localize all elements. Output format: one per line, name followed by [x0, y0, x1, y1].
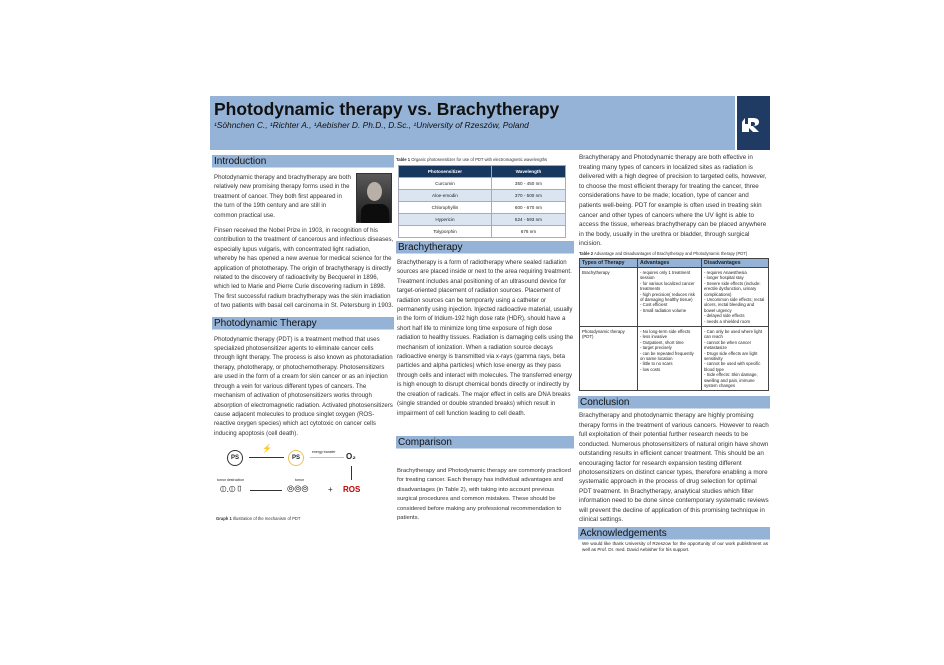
cell: Tolyporphin	[399, 226, 492, 238]
intro-paragraph-2: Finsen received the Nobel Prize in 1903, in recognition of his contribution to the treatment of cancerous and infectious diseases, especially lupus vulgaris, with concentrated light radiation, whereby he has opened a new avenue for medical science for the application of phototherapy. The origin of brachytherapy is directly related to the discovery of radioactivity by Becquerel in 1896, which led to Marie and Pierre Curie discovering radium in 1898. The first successful radium brachytherapy was the skin irradiation of two patients with basal cell carcinoma in St. Petersburg in 1903.	[214, 227, 394, 310]
column-right	[578, 153, 770, 553]
cell: Photodynamic therapy (PDT)	[580, 327, 638, 391]
arrow-icon	[249, 457, 284, 458]
ps-excited-node: PS	[288, 450, 304, 466]
list-item: - requires Anaesthesia	[704, 270, 766, 275]
cell: Brachytherapy	[580, 267, 638, 326]
brachy-text: Brachytherapy is a form of radiotherapy where sealed radiation sources are placed inside or next to the area requiring treatment. Treatment includes anal positioning of an ultrasound device for target-oriented placement of radiation sources. Placement of radiation sources can be temporarly using a catheter or permanently using injection. Injected radioactive material, usually in the form of Iridium-192 high dose rate (HDR), should have a short half life to minimize long time exposure of high dose radiation to healthy tissues. Radiation is damaging cells using the mechanism of ionization. When a radiation source decays radioactive energy is transmitted via x-rays (gamma rays, beta particles and alpha particles) which lose energy as they pass through cells and interact with molecules. The transferred energy is high enough to disrupt chemical bonds directly or indirectly by the creation of radicals. The major effect in cells are DNA breaks (single stranded or double stranded breaks) which result in impairment of cell function leading to cell death.	[397, 259, 574, 417]
pdt-mechanism-diagram	[212, 444, 392, 516]
table-row	[399, 202, 566, 214]
acknowledgements-text: We would like thank University of Rzeszow for the opportunity of our work publishment as well as Prof. Dr. med. David Aebisher for his support.	[582, 541, 768, 553]
column-header: Wavelength	[491, 166, 565, 178]
cell: 676 nm	[491, 226, 565, 238]
table-row	[580, 267, 769, 326]
finsen-photo	[356, 173, 392, 223]
ros-label: ROS	[343, 485, 361, 495]
column-middle	[396, 157, 574, 523]
table2-caption: Table 2 Advantage and Disadvantages of Brachytherapy and Photodynamic therapy (PDT)	[579, 250, 748, 256]
cell	[702, 327, 769, 391]
table-row	[399, 214, 566, 226]
graph-caption: Graph 1 Illustration of the mechanism of PDT	[216, 516, 301, 522]
list-item: - high precision( reduces risk of damaging healthy tissue)	[640, 292, 699, 303]
list-item: - Uncommon side effects; rectal ulcers, rectal bleeding and bowel urgency	[704, 297, 766, 313]
section-heading-brachytherapy: Brachytherapy	[396, 241, 574, 254]
table-row	[399, 190, 566, 202]
column-header: Disadvantages	[702, 258, 769, 267]
table-row	[399, 226, 566, 238]
cell: Aloe-emodin	[399, 190, 492, 202]
cell	[702, 267, 769, 326]
cell	[638, 327, 702, 391]
section-heading-introduction: Introduction	[212, 155, 394, 168]
oxygen-label: O₂	[346, 452, 356, 462]
list-item: - Small radiation volume	[640, 308, 699, 313]
list-item: - cannot be when cancer metastasize	[704, 340, 766, 351]
tumor-destruction-label: tumor destruction	[217, 478, 245, 483]
list-item: - can be repeated frequently on same location	[640, 351, 699, 362]
ps-ground-node: PS	[227, 450, 243, 466]
cell: Hypericin	[399, 214, 492, 226]
list-item: - Outpatient, short time	[640, 340, 699, 345]
list-item: - needs a shielded room	[704, 319, 766, 324]
section-heading-conclusion: Conclusion	[578, 396, 770, 409]
list-item: - longer hospital stay	[704, 275, 766, 280]
table-row	[580, 327, 769, 391]
list-item: - No long-term side effects	[640, 329, 699, 334]
intro-block	[212, 173, 394, 311]
plus-sign: +	[328, 485, 333, 495]
cell: 600 - 670 nm	[491, 202, 565, 214]
arrow-icon	[250, 490, 282, 491]
list-item: - little to no scars	[640, 361, 699, 366]
list-item: - low costs	[640, 367, 699, 372]
table1-caption: Table 1 Organic photosensitizer for use of PDT with electromagnetic wavelengths	[396, 157, 548, 162]
column-header: Advantages	[638, 258, 702, 267]
table-photosensitizers	[398, 165, 566, 238]
list-item: - target precisely	[640, 345, 699, 350]
authors: ¹Söhnchen C., ¹Richter A., ¹Aebisher D. Ph.D., D.Sc., ¹University of Rzeszów, Poland	[214, 120, 529, 130]
tumor-cells-icon: ⦾⦾⦾	[287, 484, 309, 495]
list-item: - Cost efficient	[640, 302, 699, 307]
section-heading-comparison: Comparison	[396, 436, 574, 449]
cell: 370 - 500 nm	[491, 190, 565, 202]
list-item: - Can only be used where light can reach	[704, 329, 766, 340]
tumor-label: tumor	[295, 478, 304, 483]
cell: 524 - 593 nm	[491, 214, 565, 226]
right-intro-text: Brachytherapy and Photodynamic therapy are both effective in treating many types of cancers in localized sites as radiation is delivered with a high degree of precision to targeted cells, however, to choose the most efficient therapy for treating the cancer, three considerations have to be made; location, type of cancer and patients well-being. PDT for example is often used in treating skin cancer and other types of cancers where the UV light is able to access the tissue, whereas brachytherapy can be placed anywhere in the body, usually in the urethra or bladder, through surgical incision.	[579, 154, 767, 248]
arrow-icon	[351, 466, 352, 480]
list-item: - less invasive	[640, 334, 699, 339]
conclusion-text: Brachytherapy and photodynamic therapy are highly promising therapy forms in the treatment of various cancers. However to reach full exploitation of their potential further research needs to be conducted. Numerous photosensitizers of natural origin have shown outstanding results in efficient cancer treatment. This should be an encouraging factor for research expansion testing different photosensitizers on distinct cancer types, therefore enabling a more systematic approach in the process of drug selection for optimal PDT treatment. In Brachytherapy, analytical studies which filter information need to be done since contemporary systematic reviews will prevent the decline of application of this promising technique in clinical settings.	[579, 412, 769, 523]
table-row	[399, 178, 566, 190]
poster-title: Photodynamic therapy vs. Brachytherapy	[214, 99, 560, 119]
pdt-text: Photodynamic therapy (PDT) is a treatment method that uses specialized photosensitizer agents to eliminate cancer cells through light therapy. The process is also known as photoradiation therapy, phototherapy, or photochemotherapy. Photosensitizers are used in the form of a cream for skin cancer or as an injection through a vein for various different types of cancers. The mechanism of activation of photosensitizers works through absorption of electromagnetic radiation. Activated photosensitizers cause adjacent molecules to produce singlet oxygen (ROS-reactive oxygen species) which act cytotoxic on cancer cells inducing apoptosis (cell death).	[214, 335, 393, 437]
table-advantages-disadvantages	[579, 258, 769, 392]
destroyed-cells-icon: ⦶.⦶▯	[220, 484, 243, 495]
energy-transfer-label: energy transfer	[312, 450, 336, 455]
section-heading-pdt: Photodynamic Therapy	[212, 317, 394, 330]
column-header: Types of Therapy	[580, 258, 638, 267]
cell: 350 - 450 nm	[491, 178, 565, 190]
section-heading-acknowledgements: Acknowledgements	[578, 527, 770, 540]
list-item: - Severe side effects (include: erectile dysfunction, urinary complications)	[704, 281, 766, 297]
column-header: Photosensitizer	[399, 166, 492, 178]
list-item: - Side effects: Skin damage, swelling and pain, immune system changes	[704, 372, 766, 388]
column-left	[212, 155, 394, 522]
cell	[638, 267, 702, 326]
list-item: - Drugs side effects are light sensitivity	[704, 351, 766, 362]
cell: Chlorophyllin	[399, 202, 492, 214]
list-item: - cannot be used with specific blood type	[704, 361, 766, 372]
list-item: - delayed side effects	[704, 313, 766, 318]
intro-paragraph-1: Photodynamic therapy and brachytherapy are both relatively new promising therapy forms used in the treatment of cancer. They both first appeared in the turn of the 19th century and are still in common practical use.	[214, 174, 351, 219]
arrow-icon	[310, 457, 344, 458]
poster-header	[210, 96, 735, 150]
comparison-text: Brachytherapy and Photodynamic therapy are commonly practiced for treating cancer. Each therapy has individual advantages and disadvantages (in Table 2), with taking into account previous surgical procedures and common mistakes. These should be considered before making any professional recommendation to patients.	[397, 467, 571, 521]
cell: Curcumin	[399, 178, 492, 190]
university-logo	[737, 96, 770, 150]
list-item: - requires only 1 treatment session	[640, 270, 699, 281]
list-item: - for various localized cancer treatments	[640, 281, 699, 292]
light-icon: ⚡	[262, 444, 272, 454]
